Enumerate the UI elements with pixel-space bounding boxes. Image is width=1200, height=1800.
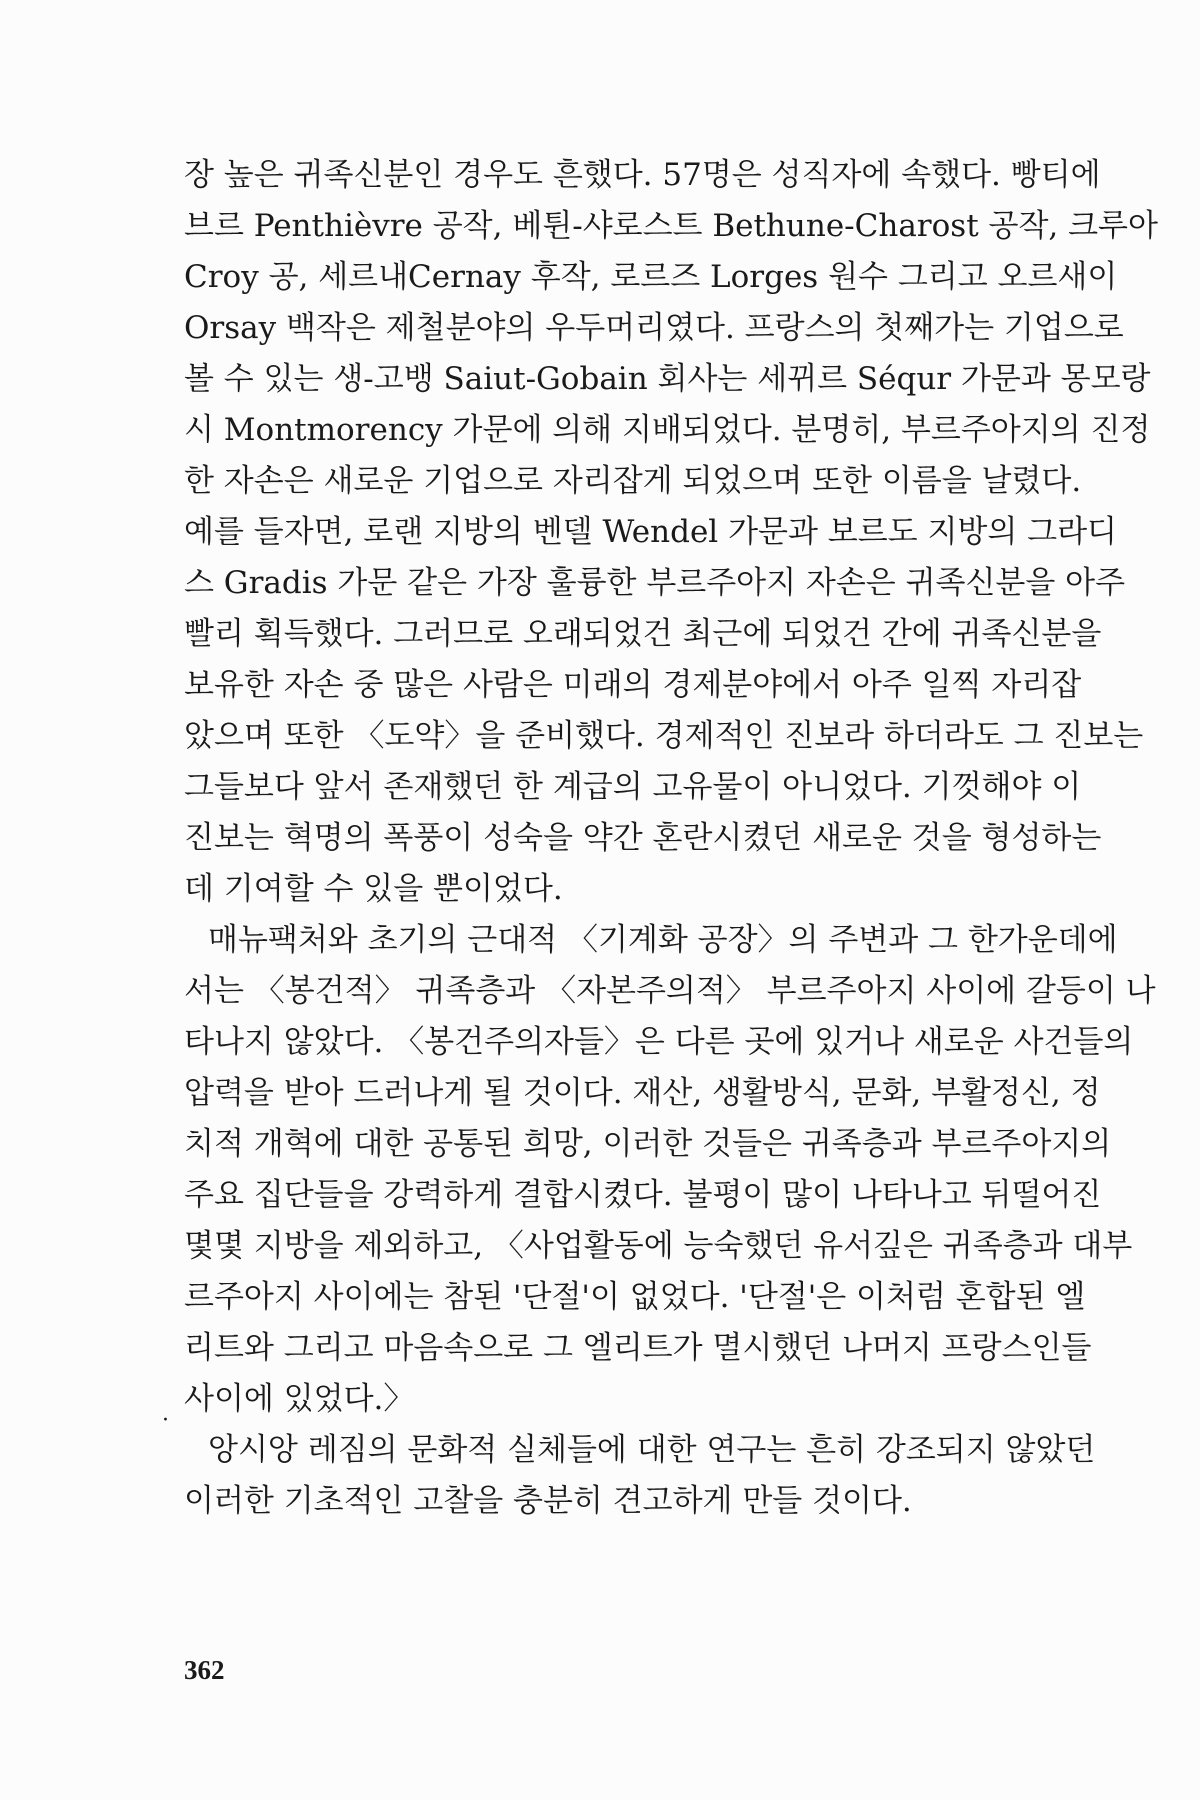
text-line: 진보는 혁명의 폭풍이 성숙을 약간 혼란시켰던 새로운 것을 형성하는 bbox=[184, 820, 1102, 856]
text-line: 빨리 획득했다. 그러므로 오래되었건 최근에 되었건 간에 귀족신분을 bbox=[184, 616, 1102, 652]
text-line: 몇몇 지방을 제외하고, 〈사업활동에 능숙했던 유서깊은 귀족층과 대부 bbox=[184, 1228, 1133, 1264]
text-line: 르주아지 사이에는 참된 '단절'이 없었다. '단절'은 이처럼 혼합된 엘 bbox=[184, 1279, 1086, 1315]
text-line: 이러한 기초적인 고찰을 충분히 견고하게 만들 것이다. bbox=[184, 1483, 912, 1519]
text-line: 볼 수 있는 생-고뱅 Saiut-Gobain 회사는 세뀌르 Séqur 가문과 몽모랑 bbox=[184, 361, 1151, 397]
text-line: 장 높은 귀족신분인 경우도 흔했다. 57명은 성직자에 속했다. 빵티에 bbox=[184, 157, 1101, 193]
text-line: 압력을 받아 드러나게 될 것이다. 재산, 생활방식, 문화, 부활정신, 정 bbox=[184, 1075, 1101, 1111]
stray-dot-mark: · bbox=[162, 1408, 169, 1433]
page-number: 362 bbox=[184, 1655, 225, 1685]
text-line: 한 자손은 새로운 기업으로 자리잡게 되었으며 또한 이름을 날렸다. bbox=[184, 463, 1082, 499]
text-line: 주요 집단들을 강력하게 결합시켰다. 불평이 많이 나타나고 뒤떨어진 bbox=[184, 1177, 1102, 1213]
text-line: 브르 Penthièvre 공작, 베튄-샤로스트 Bethune-Charost 공작, 크루아 bbox=[184, 208, 1158, 244]
text-line: 았으며 또한 〈도약〉을 준비했다. 경제적인 진보라 하더라도 그 진보는 bbox=[184, 718, 1144, 754]
text-line: Croy 공, 세르내Cernay 후작, 로르즈 Lorges 원수 그리고 오르새이 bbox=[184, 259, 1118, 295]
text-line: 데 기여할 수 있을 뿐이었다. bbox=[184, 871, 563, 907]
text-line: 리트와 그리고 마음속으로 그 엘리트가 멸시했던 나머지 프랑스인들 bbox=[184, 1330, 1092, 1366]
text-line: 사이에 있었다.〉 bbox=[184, 1381, 415, 1417]
body-text bbox=[184, 150, 1158, 1527]
text-line: 그들보다 앞서 존재했던 한 계급의 고유물이 아니었다. 기껏해야 이 bbox=[184, 769, 1082, 805]
text-line: 스 Gradis 가문 같은 가장 훌륭한 부르주아지 자손은 귀족신분을 아주 bbox=[184, 565, 1126, 601]
text-line: 앙시앙 레짐의 문화적 실체들에 대한 연구는 흔히 강조되지 않았던 bbox=[208, 1432, 1096, 1468]
text-line: 예를 들자면, 로랜 지방의 벤델 Wendel 가문과 보르도 지방의 그라디 bbox=[184, 514, 1117, 550]
text-line: 서는 〈봉건적〉 귀족층과 〈자본주의적〉 부르주아지 사이에 갈등이 나 bbox=[184, 973, 1156, 1009]
text-line: 치적 개혁에 대한 공통된 희망, 이러한 것들은 귀족층과 부르주아지의 bbox=[184, 1126, 1112, 1162]
text-line: Orsay 백작은 제철분야의 우두머리였다. 프랑스의 첫째가는 기업으로 bbox=[184, 310, 1124, 346]
text-line: 매뉴팩처와 초기의 근대적 〈기계화 공장〉의 주변과 그 한가운데에 bbox=[208, 922, 1118, 958]
text-line: 타나지 않았다. 〈봉건주의자들〉은 다른 곳에 있거나 새로운 사건들의 bbox=[184, 1024, 1134, 1060]
text-line: 시 Montmorency 가문에 의해 지배되었다. 분명히, 부르주아지의 진정 bbox=[184, 412, 1151, 448]
text-line: 보유한 자손 중 많은 사람은 미래의 경제분야에서 아주 일찍 자리잡 bbox=[184, 667, 1082, 703]
